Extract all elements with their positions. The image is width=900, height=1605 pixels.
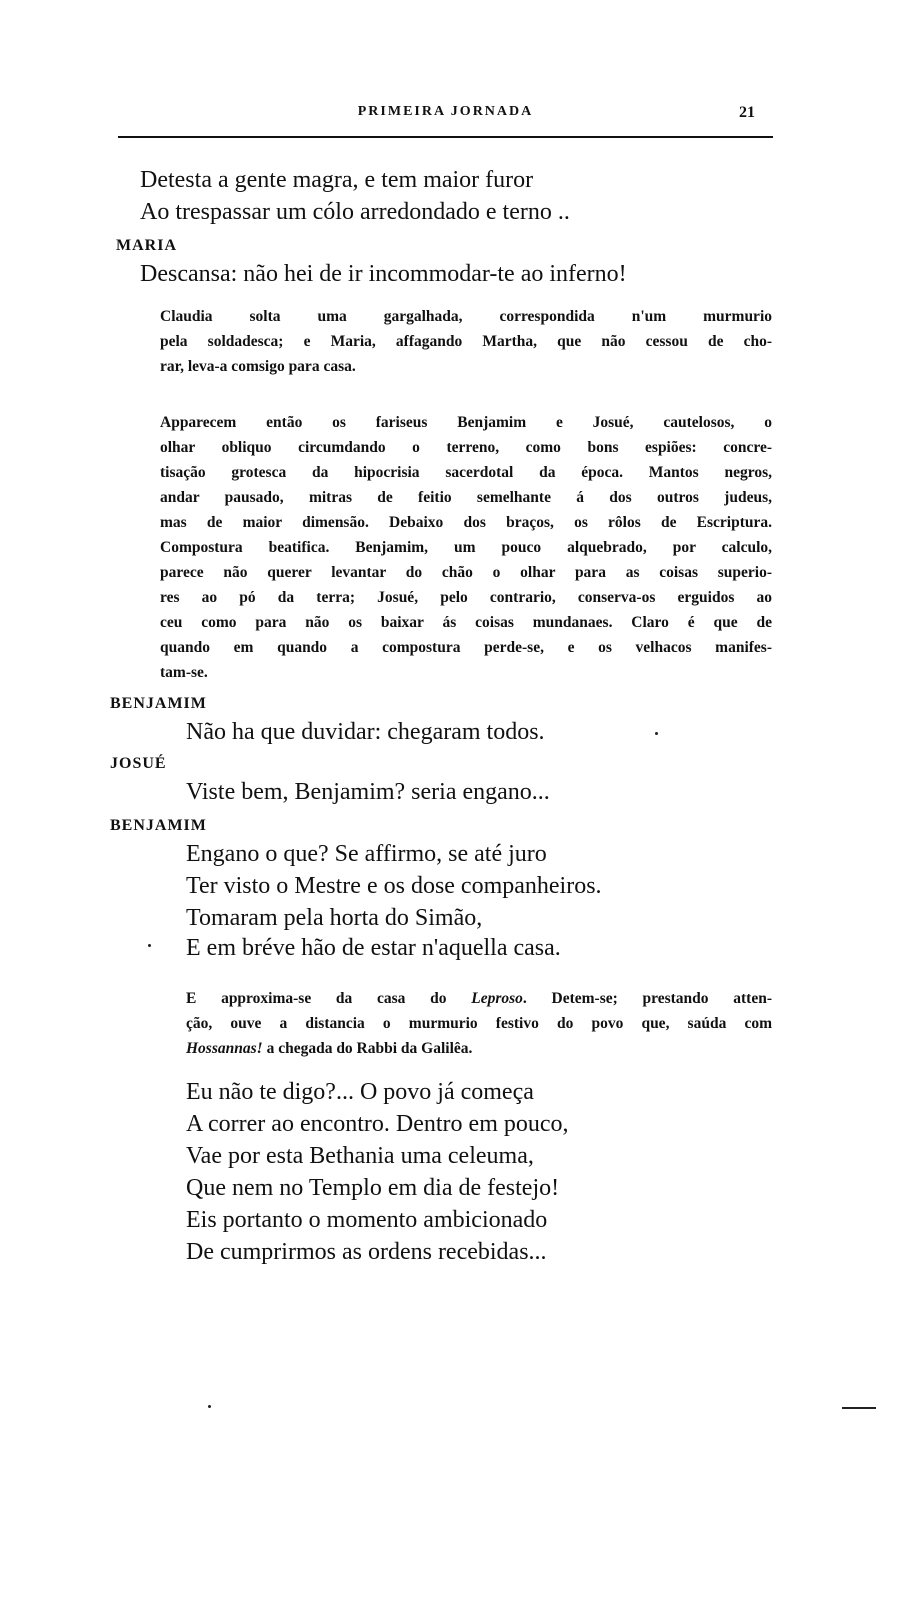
stage-line [186, 1036, 772, 1061]
stage-text: E approxima-se da casa do [186, 990, 472, 1007]
stage-italic: Leproso [471, 990, 523, 1007]
print-speck [655, 732, 658, 735]
stage-line: mas de maior dimensão. Debaixo dos braços, os rôlos de Escriptura. [160, 514, 772, 531]
verse-line: A correr ao encontro. Dentro em pouco, [186, 1111, 569, 1137]
speaker-maria: MARIA [116, 237, 177, 254]
verse-line: Ao trespassar um cólo arredondado e terno .. [140, 199, 570, 225]
header-rule [118, 136, 773, 138]
verse-line: Que nem no Templo em dia de festejo! [186, 1175, 560, 1201]
verse-line: Viste bem, Benjamim? seria engano... [186, 779, 550, 805]
stage-line: rar, leva-a comsigo para casa. [160, 358, 356, 375]
stage-line: pela soldadesca; e Maria, affagando Martha, que não cessou de cho- [160, 333, 772, 350]
stage-line: quando em quando a compostura perde-se, e os velhacos manifes- [160, 639, 772, 656]
stage-line: ção, ouve a distancia o murmurio festivo do povo que, saúda com [186, 1015, 772, 1032]
stage-line: res ao pó da terra; Josué, pelo contrario, conserva-os erguidos ao [160, 589, 772, 606]
stage-line: olhar obliquo circumdando o terreno, como bons espiões: concre- [160, 439, 772, 456]
stage-line: parece não querer levantar do chão o olhar para as coisas superio- [160, 564, 772, 581]
stage-direction [160, 304, 772, 379]
speaker-josue: JOSUÉ [110, 755, 167, 772]
stage-line: Claudia solta uma gargalhada, correspondida n'um murmurio [160, 308, 772, 325]
verse-line: Ter visto o Mestre e os dose companheiros. [186, 873, 602, 899]
verse-line: E em bréve hão de estar n'aquella casa. [186, 935, 561, 961]
print-speck [148, 944, 151, 947]
stage-line: ceu como para não os baixar ás coisas mundanaes. Claro é que de [160, 614, 772, 631]
verse-line: Eis portanto o momento ambicionado [186, 1207, 548, 1233]
verse-line: Vae por esta Bethania uma celeuma, [186, 1143, 534, 1169]
verse-line: Engano o que? Se affirmo, se até juro [186, 841, 547, 867]
stage-line: Compostura beatifica. Benjamim, um pouco alquebrado, por calculo, [160, 539, 772, 556]
verse-line: Detesta a gente magra, e tem maior furor [140, 167, 534, 193]
verse-line: Não ha que duvidar: chegaram todos. [186, 719, 545, 745]
verse-line: De cumprirmos as ordens recebidas... [186, 1239, 547, 1265]
stage-line: Apparecem então os fariseus Benjamim e Josué, cautelosos, o [160, 414, 772, 431]
running-title: PRIMEIRA JORNADA [357, 104, 534, 119]
stage-text: a chegada do Rabbi da Galilêa. [262, 1040, 473, 1057]
edge-mark [842, 1407, 876, 1409]
stage-line: tisação grotesca da hipocrisia sacerdotal da época. Mantos negros, [160, 464, 772, 481]
stage-direction [160, 410, 772, 685]
print-speck [208, 1405, 211, 1408]
stage-text: . Detem-se; prestando atten- [522, 990, 773, 1007]
page-number: 21 [739, 104, 755, 121]
stage-italic: Hossannas! [186, 1040, 263, 1057]
stage-line: tam-se. [160, 664, 208, 681]
speaker-benjamim: BENJAMIM [110, 695, 207, 712]
stage-line: andar pausado, mitras de feitio semelhante á dos outros judeus, [160, 489, 772, 506]
verse-line: Eu não te digo?... O povo já começa [186, 1079, 534, 1105]
stage-line [186, 986, 772, 1011]
verse-line: Tomaram pela horta do Simão, [186, 905, 483, 931]
verse-line: Descansa: não hei de ir incommodar-te ao inferno! [140, 261, 627, 287]
page-header [118, 104, 773, 134]
stage-direction [186, 986, 772, 1061]
speaker-benjamim: BENJAMIM [110, 817, 207, 834]
